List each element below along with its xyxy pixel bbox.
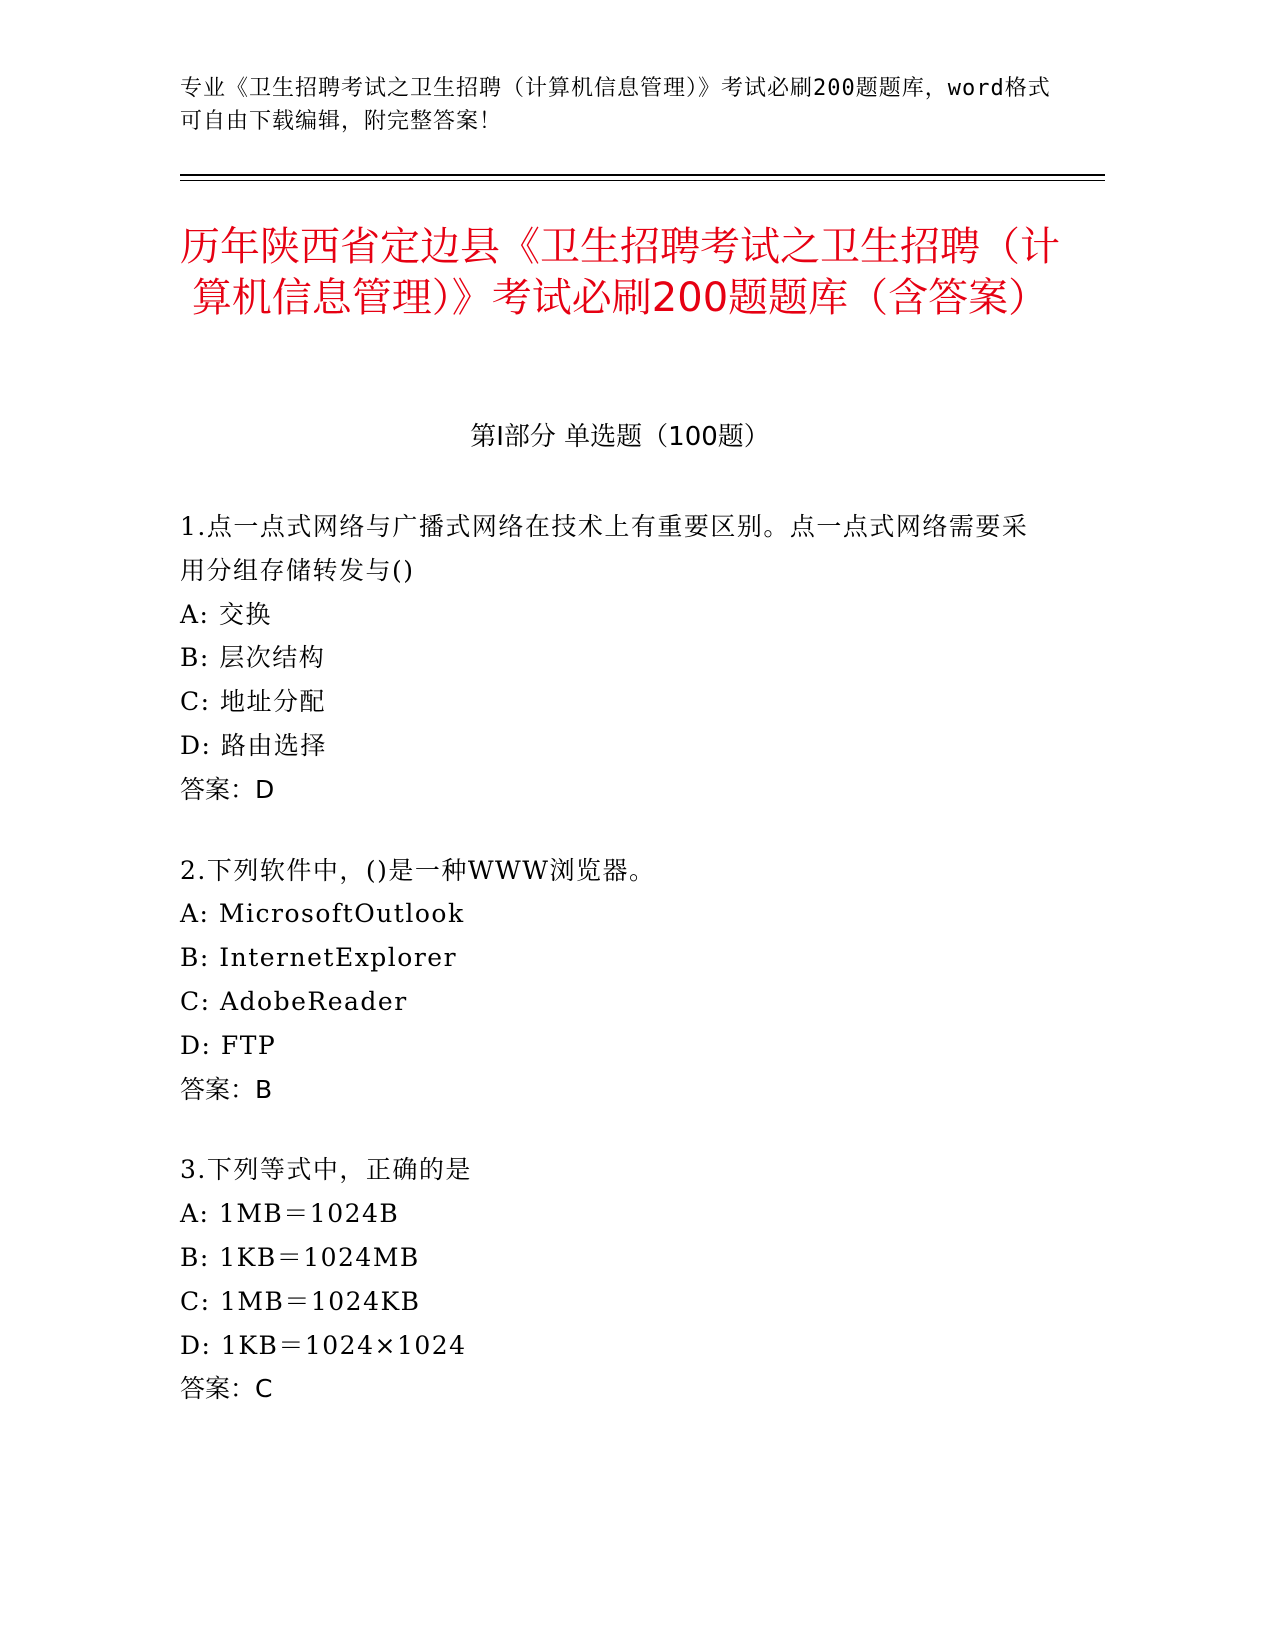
option-d: D: 路由选择 — [180, 730, 327, 760]
question-list — [180, 505, 1040, 1448]
option-a: A: 1MB＝1024B — [180, 1199, 400, 1229]
option-c: C: 1MB＝1024KB — [180, 1286, 421, 1316]
question-item — [180, 505, 1040, 812]
question-stem: 3.下列等式中，正确的是 — [180, 1155, 472, 1185]
header-divider-thick — [180, 174, 1105, 176]
option-b: B: InternetExplorer — [180, 943, 458, 973]
option-c: C: 地址分配 — [180, 687, 326, 717]
option-c: C: AdobeReader — [180, 986, 408, 1016]
question-stem: 1.点一点式网络与广播式网络在技术上有重要区别。点一点式网络需要采用分组存储转发与() — [180, 512, 1029, 585]
document-title: 历年陕西省定边县《卫生招聘考试之卫生招聘（计算机信息管理）》考试必刷200题题库（含答案） — [180, 224, 1060, 321]
question-item — [180, 849, 1040, 1112]
option-d: D: 1KB＝1024×1024 — [180, 1330, 467, 1360]
answer-line: 答案：C — [180, 1374, 273, 1404]
option-d: D: FTP — [180, 1030, 277, 1060]
answer-line: 答案：B — [180, 1074, 273, 1104]
header-divider-thin — [180, 180, 1105, 181]
header-note: 专业《卫生招聘考试之卫生招聘（计算机信息管理）》考试必刷200题题库，word格式可自由下载编辑，附完整答案！ — [180, 76, 1051, 134]
answer-line: 答案：D — [180, 774, 275, 804]
option-b: B: 1KB＝1024MB — [180, 1242, 420, 1272]
option-b: B: 层次结构 — [180, 643, 326, 673]
option-a: A: 交换 — [180, 599, 272, 629]
section-heading: 第I部分 单选题（100题） — [470, 422, 770, 452]
question-stem: 2.下列软件中，()是一种WWW浏览器。 — [180, 855, 656, 885]
question-item — [180, 1148, 1040, 1411]
option-a: A: MicrosoftOutlook — [180, 899, 465, 929]
